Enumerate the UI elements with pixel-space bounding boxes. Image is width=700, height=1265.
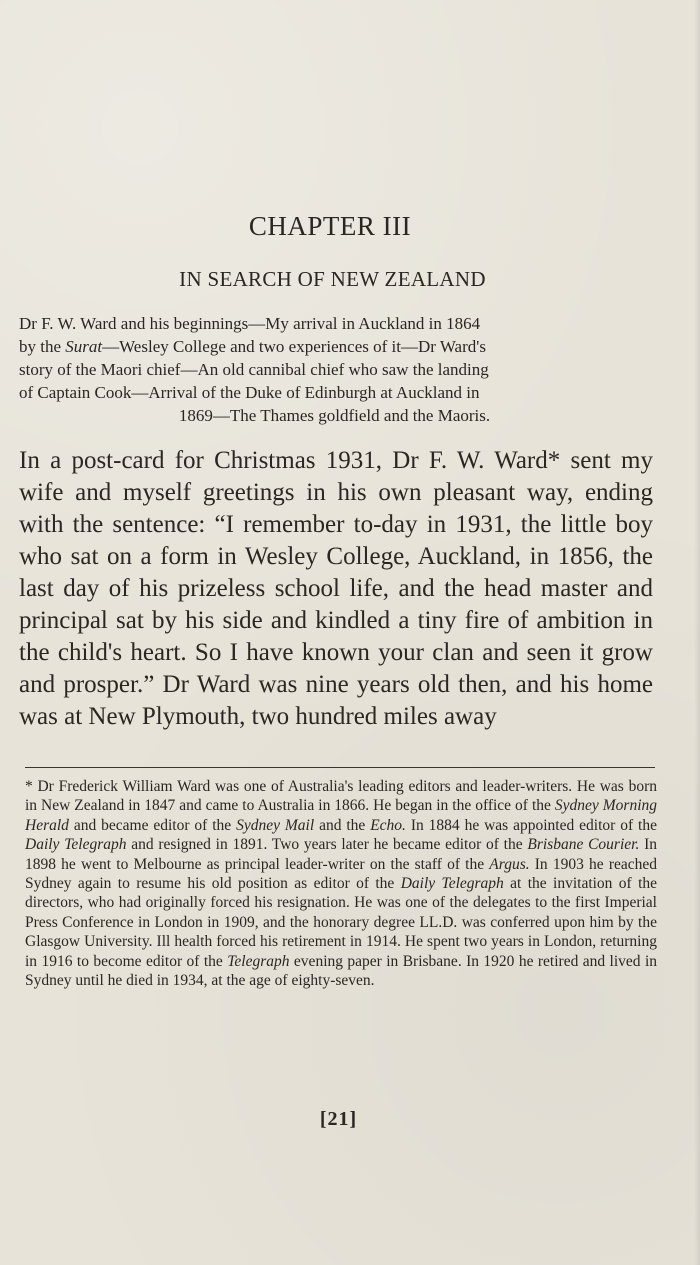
chapter-title: IN SEARCH OF NEW ZEALAND [179, 267, 486, 291]
summary-text: 1869—The Thames goldfield and the Maoris. [178, 406, 491, 425]
publication-name: Daily Telegraph [400, 875, 504, 893]
publication-name: Sydney Morning Herald [25, 797, 658, 834]
body-text: a post-card for Christmas 1931, Dr F. W. Ward* sent my wife and myself greetings in his own pleasant way, ending with the sentence: “I remember to-day in 1931, the little boy who sat on a form in Wesley College, Auckland, in 1856, the last day of his prizeless school life, and the head master and principal sat by his side and kindled a tiny fire of ambition in the child's heart. So I have known your clan and seen it grow and prosper.” Dr Ward was nine years old then, and his home was at New Plymouth, two hundred miles away [19, 447, 653, 730]
publication-name: Argus. [489, 855, 530, 873]
summary-line [19, 381, 650, 404]
footnote-text: * Dr Frederick William Ward was one of Australia's leading editors and leader-writers. He was born in New Zealand in 1847 and came to Australia in 1866. He began in the office of the [25, 778, 657, 815]
summary-line [19, 312, 650, 335]
footnote-text: and resigned in 1891. Two years later he became editor of the [126, 836, 528, 854]
body-paragraph [19, 445, 653, 733]
summary-line [19, 335, 650, 358]
footnote-text: evening paper in Brisbane. In 1920 he retired and lived in Sydney until he died in 1934, at the age of eighty-seven. [25, 952, 658, 990]
footnote-rule [25, 767, 655, 768]
summary-line [19, 358, 650, 381]
footnote-text: In 1884 he was appointed editor of the [405, 816, 657, 834]
summary-text: by the [19, 337, 66, 356]
page-edge-shadow [694, 0, 700, 1265]
summary-line [19, 404, 650, 427]
summary-text: —Wesley College and two experiences of it—Dr Ward's [102, 337, 486, 356]
publication-name: Daily Telegraph [25, 836, 127, 854]
publication-name: Sydney Mail [236, 816, 315, 834]
page-number: [21] [319, 1108, 358, 1130]
drop-word: In [19, 447, 40, 474]
ship-name: Surat [65, 337, 103, 356]
publication-name: Echo. [370, 816, 406, 834]
chapter-heading: CHAPTER III [248, 211, 412, 241]
summary-text: of Captain Cook—Arrival of the Duke of Edinburgh at Auckland in [19, 383, 480, 402]
footnote-text: In 1898 he went to Melbourne as principal leader-writer on the staff of the [25, 836, 658, 873]
footnote-text: at the invitation of the directors, who had originally forced his resignation. He was one of the delegates to the first Imperial Press Conference in London in 1909, and the honorary degree LL.D. was conferred upon him by the Glasgow University. Ill health forced his retirement in 1914. He spent two years in London, returning in 1916 to become editor of the [25, 875, 658, 970]
summary-text: story of the Maori chief—An old cannibal chief who saw the landing [19, 360, 489, 379]
footnote-text: and the [314, 816, 371, 834]
chapter-summary [19, 312, 650, 427]
footnote-text: and became editor of the [68, 816, 237, 834]
summary-text: Dr F. W. Ward and his beginnings—My arrival in Auckland in 1864 [19, 314, 481, 333]
publication-name: Brisbane Courier. [527, 836, 640, 854]
footnote-text: In 1903 he reached Sydney again to resume his old position as editor of the [25, 855, 657, 893]
footnote [25, 777, 657, 990]
publication-name: Telegraph [227, 952, 290, 970]
